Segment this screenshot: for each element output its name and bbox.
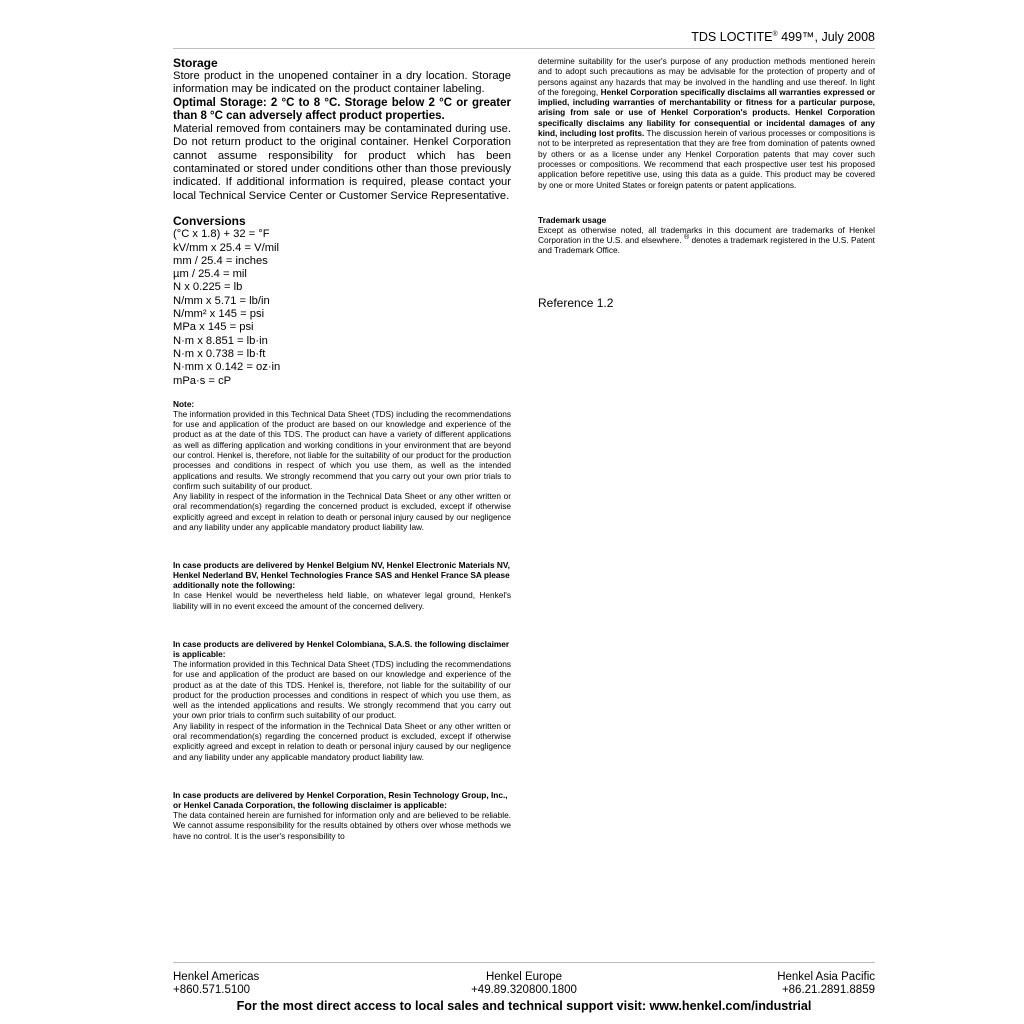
trademark-body [538,225,875,256]
conversion-item: N·m x 0.738 = lb·ft [173,347,266,360]
doc-brand: TDS LOCTITE [691,30,773,44]
belgium-disclaimer-body: In case Henkel would be nevertheless held liable, on whatever legal ground, Henkel's liability will in no event exceed the amount of the concerned delivery. [173,590,511,611]
conversion-item: µm / 25.4 = mil [173,268,247,281]
note-paragraph-2: Any liability in respect of the information in the Technical Data Sheet or any other written or oral recommendation(s) regarding the concerned product is excluded, except if otherwise explicitly agreed and except in relation to death or personal injury caused by our negligence and any liability under any applicable mandatory product liability law. [173,491,511,533]
reference-number: Reference 1.2 [538,295,614,310]
conversion-item: N·mm x 0.142 = oz·in [173,361,281,374]
spacer [538,256,875,296]
storage-optimal: Optimal Storage: 2 °C to 8 °C. Storage below 2 °C or greater than 8 °C can adversely affect product properties. [173,96,511,122]
spacer [173,388,511,399]
conversions-heading: Conversions [173,214,246,229]
europe-phone: +49.89.320800.1800 [471,984,577,996]
storage-intro: Store product in the unopened container in a dry location. Storage information may be indicated on the product container labeling. [173,70,511,96]
note-heading: Note: [173,398,195,409]
belgium-disclaimer-heading: In case products are delivered by Henkel Belgium NV, Henkel Electronic Materials NV, Henkel Nederland BV, Henkel Technologies France SAS and Henkel France SA please additionally note the following: [173,560,510,591]
footer-europe [469,971,579,997]
support-link-text: For the most direct access to local sales and technical support visit: www.henkel.com/industrial [236,999,812,1013]
footer-divider [173,962,875,963]
left-column [173,57,511,841]
conversion-item: N/mm x 5.71 = lb/in [173,294,270,307]
conversion-item: (°C x 1.8) + 32 = °F [173,228,270,241]
header-divider [173,48,875,49]
trademark-text: Except as otherwise noted, all trademarks in this document are trademarks of Henkel Corporation in the U.S. and elsewhere. [538,224,875,246]
footer-asia-pacific [777,971,875,997]
corporation-disclaimer-body: The data contained herein are furnished for information only and are believed to be reliable. We cannot assume responsibility for the results obtained by others over whose methods we have no control. It is the user's responsibility to [173,809,511,841]
colombiana-disclaimer-p1: The information provided in this Technical Data Sheet (TDS) including the recommendations for use and application of the product are based on our knowledge and experience of the product as at the date of this TDS. Henkel is, therefore, not liable for the suitability of our product for the production processes and conditions in respect of which you use them, as well as the intended applications and results. We strongly recommend that you carry out your own prior trials to confirm such suitability of our product. [173,658,511,721]
conversion-item: N x 0.225 = lb [173,281,243,294]
europe-name: Henkel Europe [485,971,563,983]
conversion-item: N/mm² x 145 = psi [173,308,265,321]
conversion-item: mm / 25.4 = inches [173,254,268,267]
conversion-item: MPa x 145 = psi [173,321,254,334]
registered-mark: ® [683,234,690,242]
disclaimer-continuation [538,56,875,190]
colombiana-disclaimer-heading: In case products are delivered by Henkel Colombiana, S.A.S. the following disclaimer is applicable: [173,638,510,659]
doc-product-date: 499™, July 2008 [777,30,875,44]
footer-americas [173,971,259,997]
document-title [691,30,875,44]
trademark-text: denotes a trademark registered in the U.S. Patent and Trademark Office. [538,235,875,256]
americas-name: Henkel Americas [173,971,260,983]
registered-mark: ® [772,30,778,38]
disclaimer-bold-text: Henkel Corporation specifically disclaims all warranties expressed or implied, including warranties of merchantability or fitness for a particular purpose, arising from sale or use of Henkel Corporation's products. Henkel Corporation specifically disclaims any liability for consequential or incidental damages of any kind, including lost profits. [538,86,875,139]
disclaimer-text: determine suitability for the user's purpose of any production methods mentioned herein and to adopt such precautions as may be advisable for the protection of property and of persons against any hazards that may be involved in the handling and use thereof. In light of the foregoing, [538,56,875,97]
conversion-item: N·m x 8.851 = lb·in [173,334,268,347]
corporation-disclaimer-heading: In case products are delivered by Henkel Corporation, Resin Technology Group, Inc., or Henkel Canada Corporation, the following disclaimer is applicable: [173,789,508,810]
storage-body: Material removed from containers may be contaminated during use. Do not return product to the original container. Henkel Corporation cannot assume responsibility for product which has been contaminated or stored under conditions other than those previously indicated. If additional information is required, please contact your local Technical Service Center or Customer Service Representative. [173,122,511,202]
storage-heading: Storage [173,56,218,70]
conversion-item: mPa·s = cP [173,374,232,387]
trademark-heading: Trademark usage [538,214,607,225]
asia-name: Henkel Asia Pacific [777,971,875,983]
conversion-item: kV/mm x 25.4 = V/mil [173,241,279,254]
right-column [538,56,875,310]
note-paragraph-1: The information provided in this Technical Data Sheet (TDS) including the recommendations for use and application of the product are based on our knowledge and experience of the product as at the date of this TDS. The product can have a variety of different applications as well as differing application and working conditions in your environment that are beyond our control. Henkel is, therefore, not liable for the suitability of our product for the production processes and conditions in respect of which you use them, as well as the intended applications and results. We strongly recommend that you carry out your own prior trials to confirm such suitability of our product. [173,408,511,491]
conversions-list [173,228,511,388]
asia-phone: +86.21.2891.8859 [781,984,875,996]
spacer [173,532,511,560]
spacer [173,762,511,790]
disclaimer-text: The discussion herein of various processes or compositions is not to be interpreted as representation that they are free from domination of patents owned by others or as a license under any Henkel Corporation patents that may cover such processes or compositions. We recommend that each prospective user test his proposed application before repetitive use, using this data as a guide. This product may be covered by one or more United States or foreign patents or patent applications. [538,128,876,190]
colombiana-disclaimer-p2: Any liability in respect of the information in the Technical Data Sheet or any other written or oral recommendation(s) regarding the concerned product is excluded, except if otherwise explicitly agreed and except in relation to death or personal injury caused by our negligence and any liability under any applicable mandatory product liability law. [173,720,511,762]
americas-phone: +860.571.5100 [173,984,251,996]
spacer [538,190,875,215]
spacer [173,611,511,639]
